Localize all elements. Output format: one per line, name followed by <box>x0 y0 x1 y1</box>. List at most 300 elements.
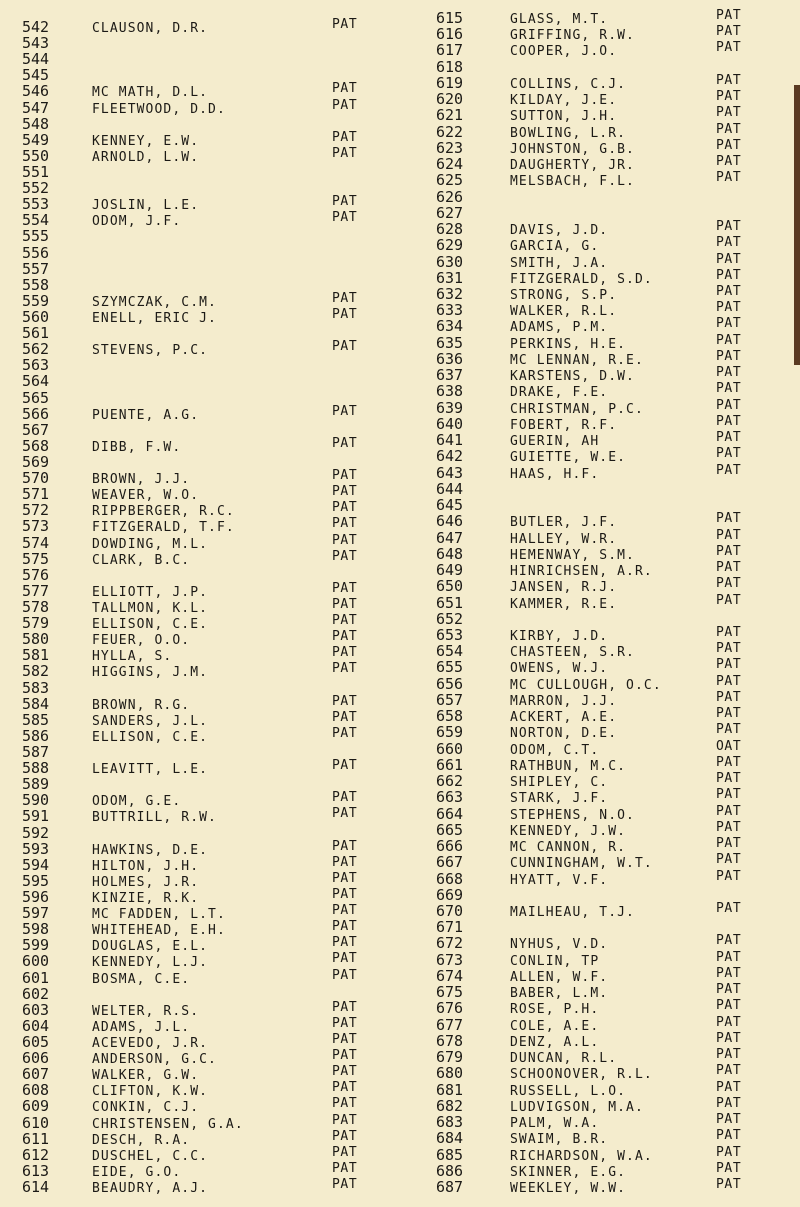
entry-name: CHRISTMAN, P.C. <box>510 402 644 417</box>
entry-status-code: PAT <box>716 1112 742 1127</box>
entry-number: 556 <box>22 244 50 262</box>
entry-number: 668 <box>436 870 464 888</box>
entry-status-code: PAT <box>716 869 742 884</box>
entry-name: JOSLIN, L.E. <box>92 198 200 213</box>
entry-number: 576 <box>22 566 50 584</box>
entry-number: 561 <box>22 324 50 342</box>
entry-name: SCHOONOVER, R.L. <box>510 1067 653 1082</box>
entry-name: BUTTRILL, R.W. <box>92 810 217 825</box>
entry-number: 543 <box>22 34 50 52</box>
entry-status-code: PAT <box>716 998 742 1013</box>
entry-number: 545 <box>22 66 50 84</box>
entry-number: 667 <box>436 853 464 871</box>
entry-status-code: PAT <box>332 1129 358 1144</box>
entry-name: JANSEN, R.J. <box>510 580 618 595</box>
entry-number: 573 <box>22 517 50 535</box>
entry-status-code: PAT <box>716 933 742 948</box>
entry-status-code: PAT <box>716 40 742 55</box>
entry-status-code: PAT <box>716 333 742 348</box>
entry-name: HIGGINS, J.M. <box>92 665 209 680</box>
entry-name: ANDERSON, G.C. <box>92 1052 217 1067</box>
entry-number: 637 <box>436 366 464 384</box>
entry-name: TALLMON, K.L. <box>92 601 209 616</box>
entry-name: FEUER, O.O. <box>92 633 191 648</box>
entry-number: 622 <box>436 123 464 141</box>
entry-status-code: PAT <box>332 1113 358 1128</box>
entry-name: ALLEN, W.F. <box>510 970 609 985</box>
entry-number: 569 <box>22 453 50 471</box>
entry-number: 676 <box>436 999 464 1017</box>
entry-status-code: PAT <box>332 1048 358 1063</box>
entry-name: COOPER, J.O. <box>510 44 618 59</box>
entry-name: RICHARDSON, W.A. <box>510 1149 653 1164</box>
entry-name: KINZIE, R.K. <box>92 891 200 906</box>
entry-name: HYATT, V.F. <box>510 873 609 888</box>
entry-status-code: PAT <box>716 268 742 283</box>
entry-number: 560 <box>22 308 50 326</box>
entry-name: KARSTENS, D.W. <box>510 369 635 384</box>
entry-number: 583 <box>22 679 50 697</box>
entry-name: GLASS, M.T. <box>510 12 609 27</box>
entry-number: 575 <box>22 550 50 568</box>
entry-name: STRONG, S.P. <box>510 288 618 303</box>
entry-status-code: PAT <box>332 1096 358 1111</box>
entry-name: DENZ, A.L. <box>510 1035 600 1050</box>
entry-name: NYHUS, V.D. <box>510 937 609 952</box>
entry-name: WELTER, R.S. <box>92 1004 200 1019</box>
entry-number: 546 <box>22 82 50 100</box>
entry-name: WALKER, G.W. <box>92 1068 200 1083</box>
entry-number: 582 <box>22 662 50 680</box>
entry-number: 652 <box>436 610 464 628</box>
entry-number: 618 <box>436 58 464 76</box>
entry-name: GARCIA, G. <box>510 239 600 254</box>
entry-number: 612 <box>22 1146 50 1164</box>
entry-number: 621 <box>436 106 464 124</box>
entry-name: CHASTEEN, S.R. <box>510 645 635 660</box>
entry-name: DUNCAN, R.L. <box>510 1051 618 1066</box>
entry-name: DOUGLAS, E.L. <box>92 939 209 954</box>
entry-status-code: PAT <box>332 1000 358 1015</box>
entry-status-code: PAT <box>332 339 358 354</box>
entry-name: KENNEDY, J.W. <box>510 824 627 839</box>
entry-status-code: PAT <box>716 1063 742 1078</box>
entry-number: 656 <box>436 675 464 693</box>
entry-number: 655 <box>436 658 464 676</box>
entry-status-code: PAT <box>716 1031 742 1046</box>
entry-name: DIBB, F.W. <box>92 440 182 455</box>
entry-number: 684 <box>436 1129 464 1147</box>
entry-status-code: PAT <box>332 291 358 306</box>
entry-status-code: PAT <box>716 1096 742 1111</box>
entry-status-code: PAT <box>716 463 742 478</box>
entry-name: LUDVIGSON, M.A. <box>510 1100 644 1115</box>
entry-number: 632 <box>436 285 464 303</box>
entry-status-code: PAT <box>716 1161 742 1176</box>
entry-number: 587 <box>22 743 50 761</box>
entry-name: RUSSELL, L.O. <box>510 1084 627 1099</box>
entry-number: 650 <box>436 577 464 595</box>
entry-status-code: PAT <box>332 533 358 548</box>
entry-status-code: PAT <box>716 657 742 672</box>
entry-number: 672 <box>436 934 464 952</box>
entry-number: 620 <box>436 90 464 108</box>
entry-number: 544 <box>22 50 50 68</box>
entry-status-code: PAT <box>716 170 742 185</box>
entry-status-code: PAT <box>332 871 358 886</box>
entry-number: 663 <box>436 788 464 806</box>
binding-edge <box>794 85 800 365</box>
entry-number: 567 <box>22 421 50 439</box>
entry-name: MARRON, J.J. <box>510 694 618 709</box>
entry-number: 625 <box>436 171 464 189</box>
entry-number: 557 <box>22 260 50 278</box>
entry-number: 645 <box>436 496 464 514</box>
entry-name: KILDAY, J.E. <box>510 93 618 108</box>
entry-status-code: PAT <box>716 511 742 526</box>
entry-status-code: PAT <box>716 1128 742 1143</box>
entry-name: WALKER, R.L. <box>510 304 618 319</box>
entry-status-code: PAT <box>716 122 742 137</box>
entry-number: 611 <box>22 1130 50 1148</box>
entry-status-code: PAT <box>716 771 742 786</box>
entry-status-code: PAT <box>332 17 358 32</box>
entry-name: STEVENS, P.C. <box>92 343 209 358</box>
entry-name: BEAUDRY, A.J. <box>92 1181 209 1196</box>
entry-number: 570 <box>22 469 50 487</box>
entry-name: DESCH, R.A. <box>92 1133 191 1148</box>
entry-name: LEAVITT, L.E. <box>92 762 209 777</box>
entry-number: 677 <box>436 1016 464 1034</box>
entry-number: 571 <box>22 485 50 503</box>
entry-number: 633 <box>436 301 464 319</box>
entry-status-code: PAT <box>332 146 358 161</box>
entry-name: CUNNINGHAM, W.T. <box>510 856 653 871</box>
entry-status-code: PAT <box>332 726 358 741</box>
entry-number: 648 <box>436 545 464 563</box>
entry-status-code: PAT <box>716 576 742 591</box>
entry-name: ELLISON, C.E. <box>92 730 209 745</box>
entry-status-code: PAT <box>332 645 358 660</box>
entry-number: 661 <box>436 756 464 774</box>
entry-name: PUENTE, A.G. <box>92 408 200 423</box>
entry-status-code: PAT <box>332 98 358 113</box>
entry-status-code: PAT <box>716 966 742 981</box>
entry-status-code: PAT <box>716 544 742 559</box>
entry-number: 670 <box>436 902 464 920</box>
entry-number: 605 <box>22 1033 50 1051</box>
entry-status-code: PAT <box>716 24 742 39</box>
entry-number: 603 <box>22 1001 50 1019</box>
entry-status-code: PAT <box>332 1145 358 1160</box>
entry-number: 683 <box>436 1113 464 1131</box>
entry-number: 682 <box>436 1097 464 1115</box>
entry-name: DUSCHEL, C.C. <box>92 1149 209 1164</box>
entry-name: KIRBY, J.D. <box>510 629 609 644</box>
entry-name: CLAUSON, D.R. <box>92 21 209 36</box>
entry-name: ADAMS, J.L. <box>92 1020 191 1035</box>
entry-number: 551 <box>22 163 50 181</box>
entry-number: 646 <box>436 512 464 530</box>
entry-status-code: PAT <box>332 81 358 96</box>
entry-number: 638 <box>436 382 464 400</box>
entry-number: 602 <box>22 985 50 1003</box>
entry-number: 549 <box>22 131 50 149</box>
entry-name: HOLMES, J.R. <box>92 875 200 890</box>
entry-name: BROWN, J.J. <box>92 472 191 487</box>
entry-status-code: PAT <box>332 855 358 870</box>
entry-status-code: PAT <box>716 706 742 721</box>
entry-status-code: PAT <box>332 839 358 854</box>
entry-number: 596 <box>22 888 50 906</box>
entry-name: WEAVER, W.O. <box>92 488 200 503</box>
entry-number: 609 <box>22 1097 50 1115</box>
entry-number: 631 <box>436 269 464 287</box>
entry-name: RIPPBERGER, R.C. <box>92 504 235 519</box>
entry-number: 598 <box>22 920 50 938</box>
entry-number: 634 <box>436 317 464 335</box>
entry-status-code: PAT <box>716 8 742 23</box>
entry-status-code: PAT <box>332 919 358 934</box>
entry-number: 669 <box>436 886 464 904</box>
entry-status-code: PAT <box>332 500 358 515</box>
entry-status-code: PAT <box>716 641 742 656</box>
entry-name: BABER, L.M. <box>510 986 609 1001</box>
entry-name: MC FADDEN, L.T. <box>92 907 226 922</box>
entry-name: JOHNSTON, G.B. <box>510 142 635 157</box>
entry-name: ARNOLD, L.W. <box>92 150 200 165</box>
entry-name: GUERIN, AH <box>510 434 600 449</box>
entry-name: BROWN, R.G. <box>92 698 191 713</box>
entry-number: 550 <box>22 147 50 165</box>
entry-number: 657 <box>436 691 464 709</box>
entry-number: 601 <box>22 969 50 987</box>
entry-name: PERKINS, H.E. <box>510 337 627 352</box>
entry-name: CHRISTENSEN, G.A. <box>92 1117 244 1132</box>
entry-status-code: PAT <box>332 404 358 419</box>
entry-number: 585 <box>22 711 50 729</box>
entry-name: ELLISON, C.E. <box>92 617 209 632</box>
entry-number: 630 <box>436 253 464 271</box>
entry-status-code: PAT <box>716 950 742 965</box>
entry-number: 679 <box>436 1048 464 1066</box>
entry-status-code: PAT <box>332 597 358 612</box>
entry-status-code: PAT <box>332 887 358 902</box>
entry-name: STARK, J.F. <box>510 791 609 806</box>
entry-number: 548 <box>22 115 50 133</box>
entry-number: 559 <box>22 292 50 310</box>
entry-number: 658 <box>436 707 464 725</box>
entry-number: 542 <box>22 18 50 36</box>
entry-name: GUIETTE, W.E. <box>510 450 627 465</box>
entry-number: 685 <box>436 1146 464 1164</box>
entry-number: 639 <box>436 399 464 417</box>
entry-name: COLE, A.E. <box>510 1019 600 1034</box>
entry-status-code: PAT <box>332 1161 358 1176</box>
entry-name: ENELL, ERIC J. <box>92 311 217 326</box>
entry-name: SWAIM, B.R. <box>510 1132 609 1147</box>
entry-status-code: PAT <box>332 935 358 950</box>
entry-number: 553 <box>22 195 50 213</box>
entry-status-code: PAT <box>332 1177 358 1192</box>
entry-status-code: OAT <box>716 739 742 754</box>
entry-number: 606 <box>22 1049 50 1067</box>
entry-number: 681 <box>436 1081 464 1099</box>
entry-number: 641 <box>436 431 464 449</box>
entry-status-code: PAT <box>332 661 358 676</box>
entry-number: 662 <box>436 772 464 790</box>
entry-status-code: PAT <box>716 1177 742 1192</box>
entry-status-code: PAT <box>332 194 358 209</box>
entry-number: 599 <box>22 936 50 954</box>
entry-status-code: PAT <box>332 1032 358 1047</box>
entry-number: 584 <box>22 695 50 713</box>
entry-name: MELSBACH, F.L. <box>510 174 635 189</box>
entry-number: 687 <box>436 1178 464 1196</box>
entry-name: MC LENNAN, R.E. <box>510 353 644 368</box>
entry-status-code: PAT <box>716 982 742 997</box>
entry-status-code: PAT <box>332 968 358 983</box>
entry-status-code: PAT <box>716 852 742 867</box>
entry-name: KENNEDY, L.J. <box>92 955 209 970</box>
entry-status-code: PAT <box>716 316 742 331</box>
entry-name: SKINNER, E.G. <box>510 1165 627 1180</box>
entry-name: MAILHEAU, T.J. <box>510 905 635 920</box>
entry-name: SHIPLEY, C. <box>510 775 609 790</box>
entry-number: 564 <box>22 372 50 390</box>
entry-number: 547 <box>22 99 50 117</box>
entry-name: ADAMS, P.M. <box>510 320 609 335</box>
entry-number: 619 <box>436 74 464 92</box>
entry-status-code: PAT <box>332 307 358 322</box>
entry-name: ACKERT, A.E. <box>510 710 618 725</box>
entry-status-code: PAT <box>716 414 742 429</box>
entry-name: DOWDING, M.L. <box>92 537 209 552</box>
entry-number: 578 <box>22 598 50 616</box>
entry-status-code: PAT <box>716 73 742 88</box>
entry-number: 558 <box>22 276 50 294</box>
entry-number: 647 <box>436 529 464 547</box>
entry-status-code: PAT <box>716 1015 742 1030</box>
entry-number: 624 <box>436 155 464 173</box>
entry-number: 600 <box>22 952 50 970</box>
entry-status-code: PAT <box>716 901 742 916</box>
entry-name: FOBERT, R.F. <box>510 418 618 433</box>
entry-name: ROSE, P.H. <box>510 1002 600 1017</box>
entry-status-code: PAT <box>716 89 742 104</box>
entry-status-code: PAT <box>716 820 742 835</box>
entry-status-code: PAT <box>716 138 742 153</box>
entry-number: 659 <box>436 723 464 741</box>
entry-status-code: PAT <box>716 1047 742 1062</box>
entry-name: BOWLING, L.R. <box>510 126 627 141</box>
entry-number: 568 <box>22 437 50 455</box>
entry-name: MC CULLOUGH, O.C. <box>510 678 662 693</box>
entry-status-code: PAT <box>716 528 742 543</box>
entry-number: 616 <box>436 25 464 43</box>
entry-name: HILTON, J.H. <box>92 859 200 874</box>
entry-status-code: PAT <box>332 130 358 145</box>
entry-number: 635 <box>436 334 464 352</box>
entry-name: SANDERS, J.L. <box>92 714 209 729</box>
entry-number: 628 <box>436 220 464 238</box>
entry-status-code: PAT <box>716 690 742 705</box>
entry-name: HAWKINS, D.E. <box>92 843 209 858</box>
entry-number: 579 <box>22 614 50 632</box>
entry-status-code: PAT <box>716 1080 742 1095</box>
entry-number: 673 <box>436 951 464 969</box>
entry-number: 610 <box>22 1114 50 1132</box>
entry-name: HINRICHSEN, A.R. <box>510 564 653 579</box>
entry-name: ODOM, J.F. <box>92 214 182 229</box>
entry-status-code: PAT <box>716 105 742 120</box>
entry-number: 591 <box>22 807 50 825</box>
entry-status-code: PAT <box>332 549 358 564</box>
entry-number: 660 <box>436 740 464 758</box>
entry-status-code: PAT <box>332 710 358 725</box>
entry-name: ODOM, G.E. <box>92 794 182 809</box>
entry-number: 629 <box>436 236 464 254</box>
entry-status-code: PAT <box>716 219 742 234</box>
entry-name: FLEETWOOD, D.D. <box>92 102 226 117</box>
entry-status-code: PAT <box>716 1145 742 1160</box>
entry-name: ELLIOTT, J.P. <box>92 585 209 600</box>
entry-number: 607 <box>22 1065 50 1083</box>
entry-name: HEMENWAY, S.M. <box>510 548 635 563</box>
entry-name: DAUGHERTY, JR. <box>510 158 635 173</box>
entry-number: 565 <box>22 389 50 407</box>
entry-name: DRAKE, F.E. <box>510 385 609 400</box>
entry-number: 580 <box>22 630 50 648</box>
entry-status-code: PAT <box>716 722 742 737</box>
entry-number: 597 <box>22 904 50 922</box>
entry-name: KAMMER, R.E. <box>510 597 618 612</box>
entry-status-code: PAT <box>332 613 358 628</box>
entry-number: 671 <box>436 918 464 936</box>
entry-status-code: PAT <box>716 593 742 608</box>
entry-number: 651 <box>436 594 464 612</box>
entry-status-code: PAT <box>332 1016 358 1031</box>
entry-status-code: PAT <box>332 1064 358 1079</box>
entry-number: 563 <box>22 356 50 374</box>
entry-number: 562 <box>22 340 50 358</box>
entry-status-code: PAT <box>716 625 742 640</box>
entry-number: 586 <box>22 727 50 745</box>
entry-number: 572 <box>22 501 50 519</box>
entry-number: 552 <box>22 179 50 197</box>
entry-name: GRIFFING, R.W. <box>510 28 635 43</box>
entry-number: 643 <box>436 464 464 482</box>
entry-number: 595 <box>22 872 50 890</box>
entry-status-code: PAT <box>332 694 358 709</box>
entry-number: 666 <box>436 837 464 855</box>
entry-name: RATHBUN, M.C. <box>510 759 627 774</box>
entry-status-code: PAT <box>332 951 358 966</box>
entry-status-code: PAT <box>332 468 358 483</box>
entry-number: 566 <box>22 405 50 423</box>
entry-number: 654 <box>436 642 464 660</box>
entry-status-code: PAT <box>332 758 358 773</box>
entry-name: SZYMCZAK, C.M. <box>92 295 217 310</box>
entry-number: 675 <box>436 983 464 1001</box>
entry-name: PALM, W.A. <box>510 1116 600 1131</box>
entry-name: HYLLA, S. <box>92 649 173 664</box>
entry-status-code: PAT <box>716 235 742 250</box>
entry-status-code: PAT <box>716 398 742 413</box>
entry-number: 613 <box>22 1162 50 1180</box>
entry-number: 680 <box>436 1064 464 1082</box>
entry-status-code: PAT <box>716 560 742 575</box>
